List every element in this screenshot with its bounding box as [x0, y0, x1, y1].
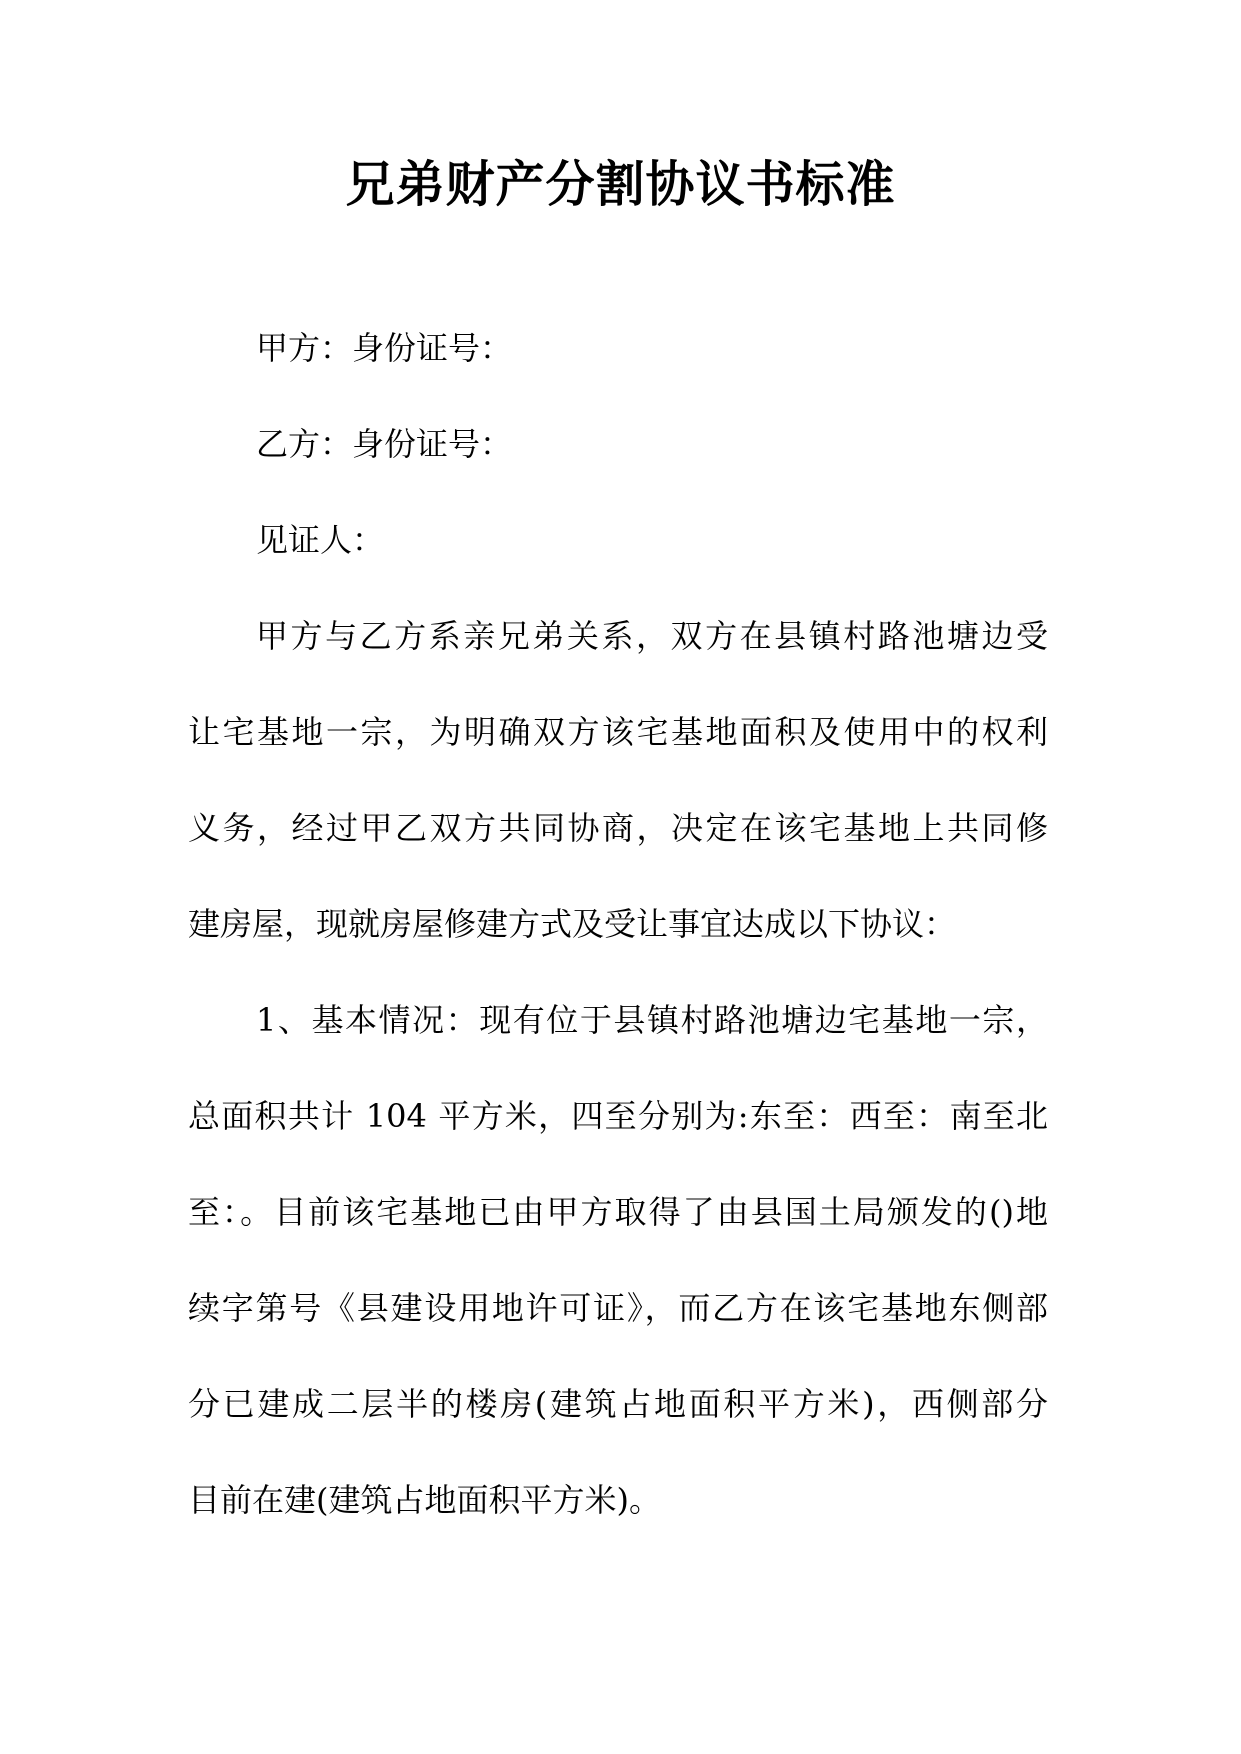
witness-line: 见证人：	[256, 521, 385, 559]
clause-line: 续字第号《县建设用地许可证》，而乙方在该宅基地东侧部	[188, 1289, 1048, 1327]
paragraph-line: 甲方与乙方系亲兄弟关系，双方在县镇村路池塘边受	[256, 617, 1048, 655]
clause-line: 至：。目前该宅基地已由甲方取得了由县国土局颁发的()地	[188, 1193, 1048, 1231]
clause-line: 分已建成二层半的楼房(建筑占地面积平方米)，西侧部分	[188, 1385, 1048, 1423]
paragraph-line: 让宅基地一宗，为明确双方该宅基地面积及使用中的权利	[188, 713, 1048, 751]
paragraph-line: 义务，经过甲乙双方共同协商，决定在该宅基地上共同修	[188, 809, 1048, 847]
clause-line: 目前在建(建筑占地面积平方米)。	[188, 1481, 661, 1519]
clause-line: 1、基本情况：现有位于县镇村路池塘边宅基地一宗，	[256, 1001, 1048, 1039]
paragraph-line: 建房屋，现就房屋修建方式及受让事宜达成以下协议：	[188, 905, 957, 943]
party-a-line: 甲方：身份证号：	[256, 329, 513, 367]
party-b-line: 乙方：身份证号：	[256, 425, 513, 463]
document-body	[188, 300, 1048, 1548]
clause-line: 总面积共计 104 平方米，四至分别为:东至：西至：南至北	[188, 1097, 1048, 1135]
document-title: 兄弟财产分割协议书标准	[345, 156, 896, 213]
